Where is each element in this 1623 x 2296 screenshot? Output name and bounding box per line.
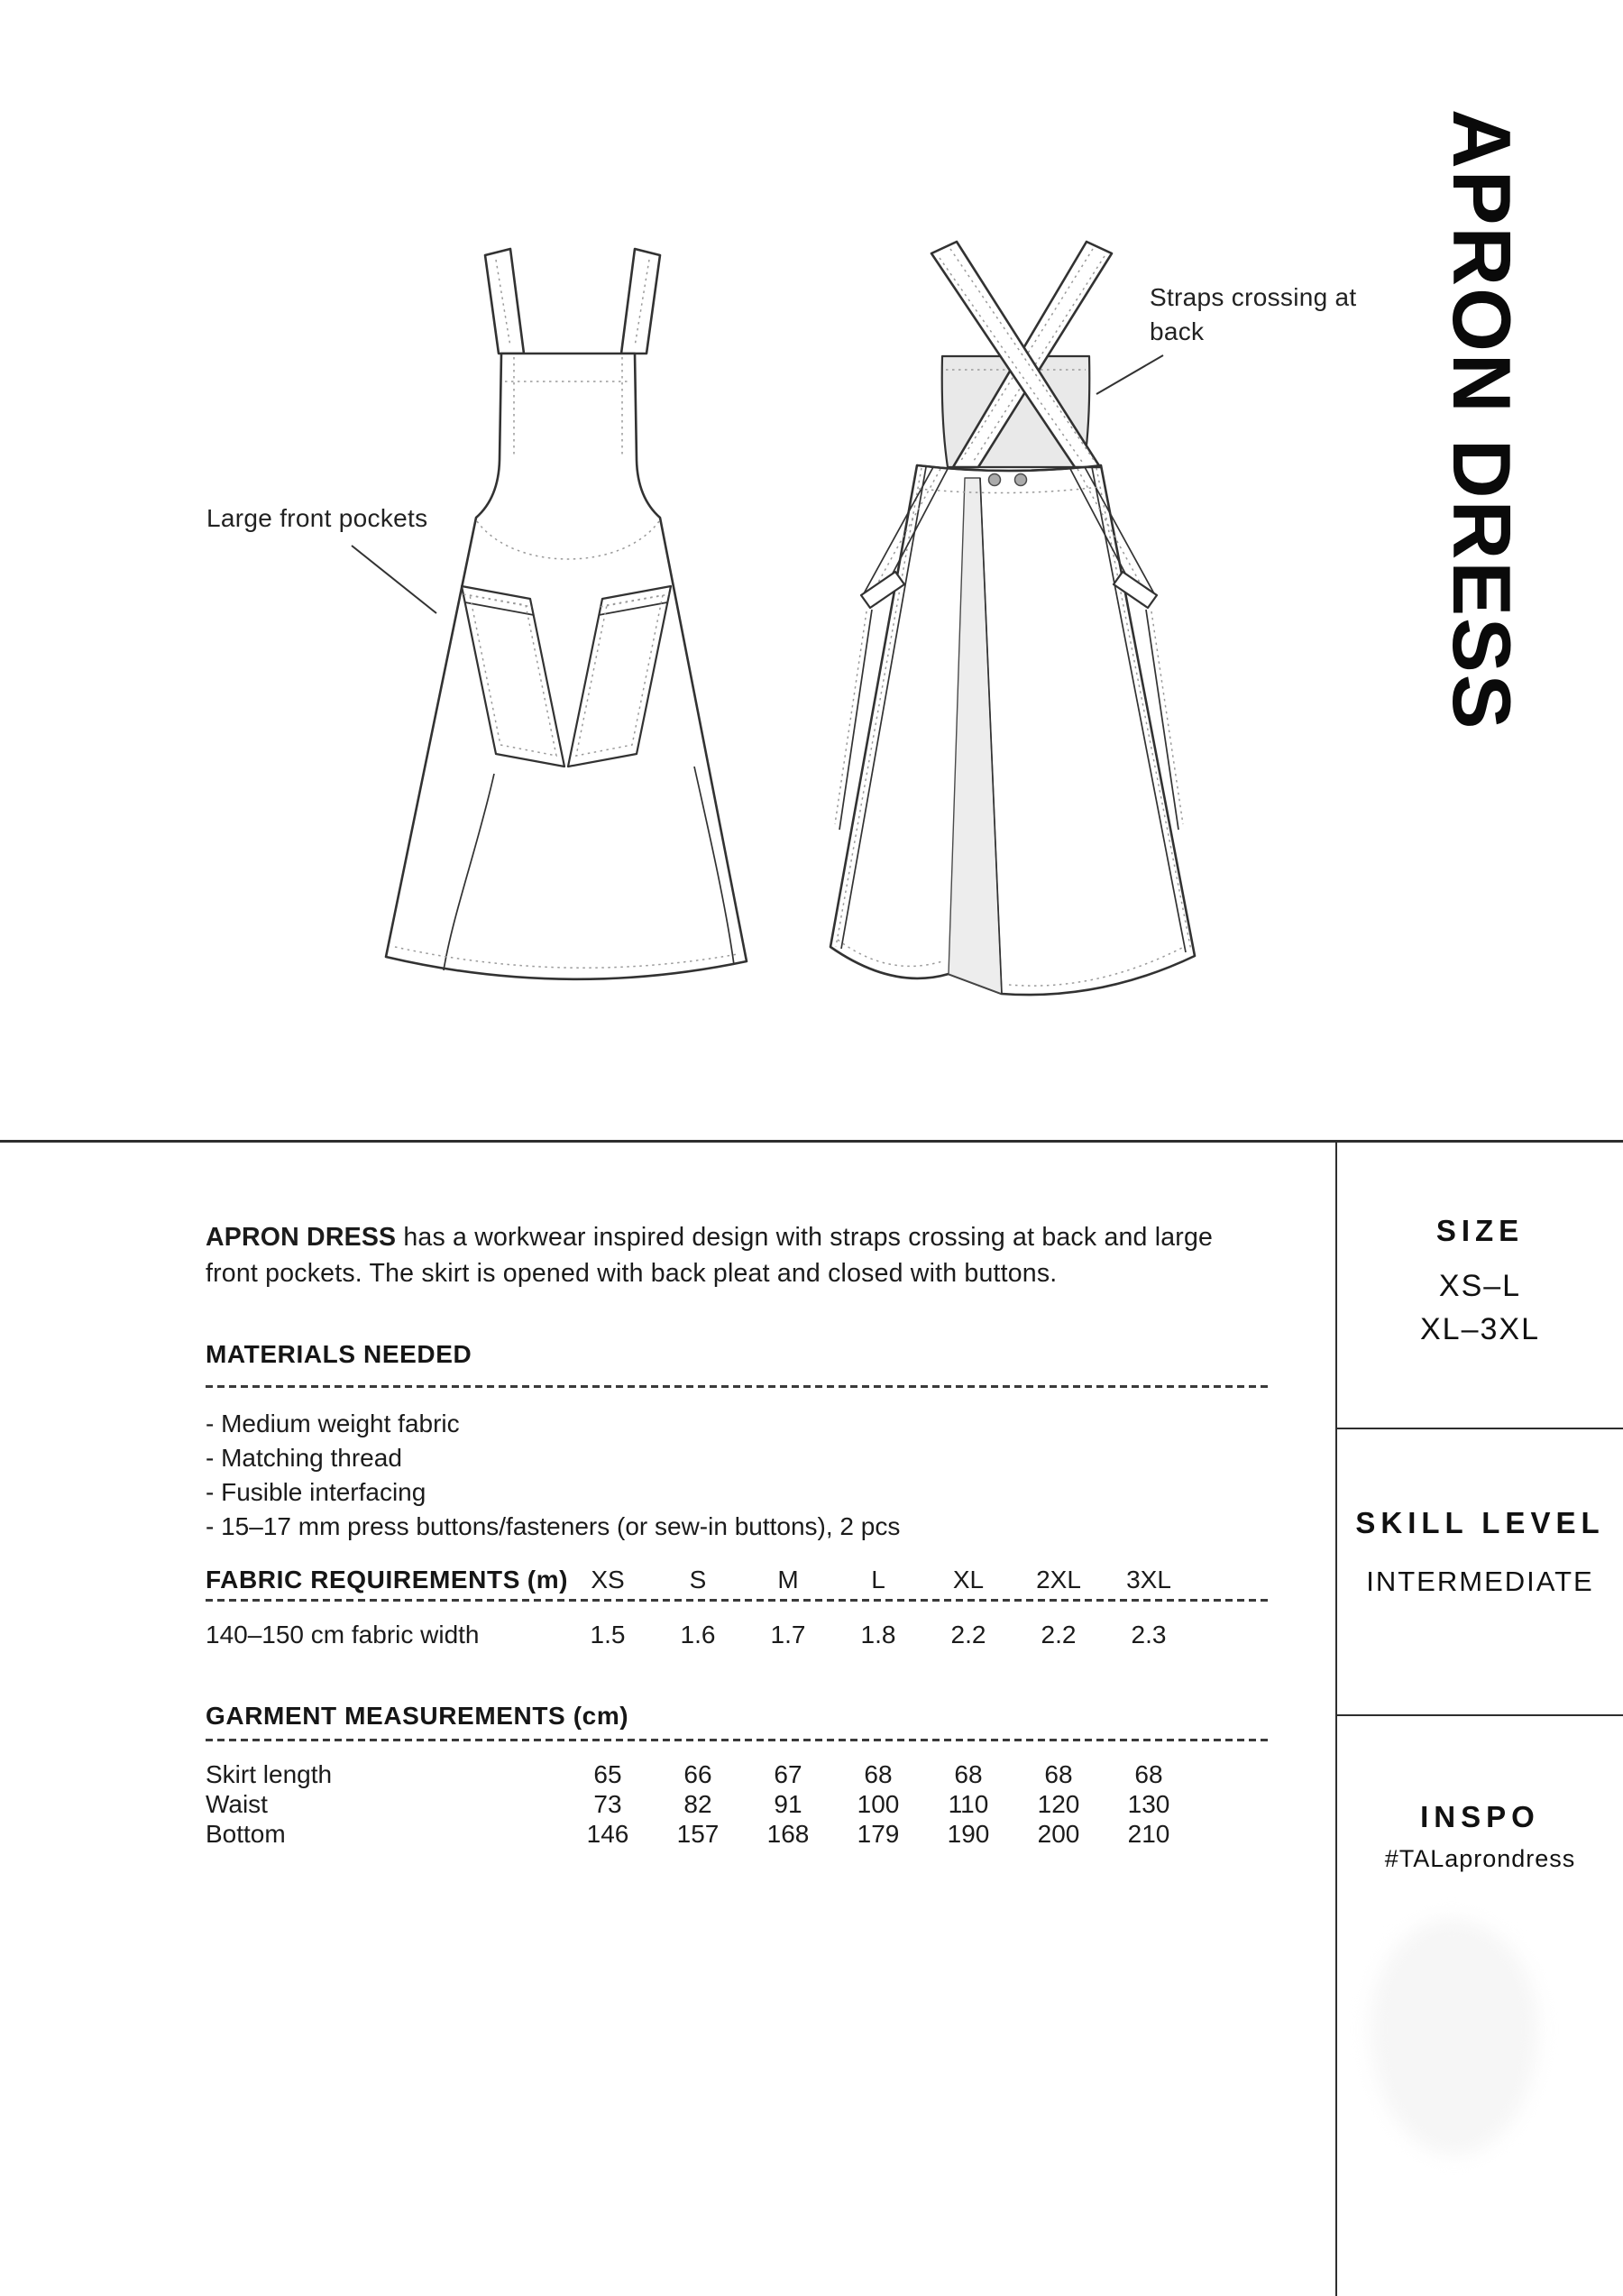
row-label: 140–150 cm fabric width — [206, 1621, 480, 1649]
cell-value: 1.7 — [770, 1621, 806, 1649]
list-item: - Medium weight fabric — [206, 1410, 460, 1437]
dashed-rule-materials — [206, 1385, 1268, 1388]
table-row — [206, 1790, 1239, 1819]
size-column-header: L — [871, 1566, 885, 1593]
cell-value: 2.2 — [1041, 1621, 1077, 1649]
cell-value: 66 — [683, 1760, 712, 1788]
cell-value: 120 — [1037, 1790, 1080, 1818]
description-bold-lead: APRON DRESS — [206, 1223, 397, 1252]
inspo-heading: INSPO — [1420, 1800, 1540, 1833]
cell-value: 68 — [1044, 1760, 1073, 1788]
size-column-header: 3XL — [1126, 1566, 1171, 1593]
cell-value: 68 — [954, 1760, 983, 1788]
cell-value: 210 — [1127, 1820, 1170, 1848]
garment-measurements-heading: GARMENT MEASUREMENTS (cm) — [206, 1702, 629, 1730]
skill-level-value: INTERMEDIATE — [1366, 1566, 1594, 1597]
materials-list — [206, 1407, 900, 1544]
size-range: XL–3XL — [1420, 1312, 1540, 1346]
cell-value: 68 — [864, 1760, 893, 1788]
page-title-vertical: APRON DRESS — [1435, 109, 1527, 731]
cell-value: 100 — [857, 1790, 900, 1818]
size-heading: SIZE — [1435, 1214, 1525, 1247]
row-label: Bottom — [206, 1820, 286, 1848]
size-column-header: 2XL — [1036, 1566, 1081, 1593]
cell-value: 200 — [1037, 1820, 1080, 1848]
size-column-header: XS — [591, 1566, 625, 1593]
size-column-header: S — [689, 1566, 707, 1593]
sidebar-divider — [1337, 1428, 1623, 1429]
fabric-requirements-heading: FABRIC REQUIREMENTS (m) — [206, 1566, 569, 1593]
back-straps-label: Straps crossing at back — [1150, 283, 1357, 345]
skill-level-heading: SKILL LEVEL — [1355, 1506, 1605, 1539]
row-label: Skirt length — [206, 1760, 333, 1788]
cell-value: 130 — [1127, 1790, 1170, 1818]
size-column-header: XL — [952, 1566, 985, 1593]
cell-value: 1.6 — [680, 1621, 716, 1649]
list-item: - 15–17 mm press buttons/fasteners (or sew-in buttons), 2 pcs — [206, 1512, 901, 1540]
cell-value: 68 — [1134, 1760, 1163, 1788]
cell-value: 110 — [948, 1790, 989, 1818]
cell-value: 168 — [766, 1820, 810, 1848]
dashed-rule-garment — [206, 1739, 1268, 1741]
cell-value: 2.3 — [1131, 1621, 1167, 1649]
cell-value: 2.2 — [950, 1621, 986, 1649]
cell-value: 1.8 — [860, 1621, 896, 1649]
row-label: Waist — [206, 1790, 268, 1818]
fabric-requirements-header-row — [206, 1566, 1239, 1594]
cell-value: 190 — [947, 1820, 990, 1848]
dashed-rule-fabric — [206, 1599, 1268, 1602]
leader-lines — [0, 0, 1623, 1145]
front-pockets-label: Large front pockets — [206, 504, 428, 532]
size-column-header: M — [777, 1566, 799, 1593]
cell-value: 65 — [593, 1760, 622, 1788]
table-row — [206, 1820, 1239, 1849]
table-row — [206, 1760, 1239, 1789]
inspo-hashtag: #TALaprondress — [1384, 1845, 1576, 1872]
cell-value: 179 — [857, 1820, 900, 1848]
cell-value: 1.5 — [590, 1621, 626, 1649]
list-item: - Fusible interfacing — [206, 1478, 426, 1506]
list-item: - Matching thread — [206, 1444, 402, 1472]
horizontal-divider — [0, 1140, 1623, 1143]
cell-value: 91 — [774, 1790, 802, 1818]
size-range: XS–L — [1438, 1269, 1522, 1303]
sidebar-divider — [1337, 1714, 1623, 1716]
cell-value: 67 — [774, 1760, 802, 1788]
cell-value: 157 — [676, 1820, 720, 1848]
cell-value: 146 — [586, 1820, 629, 1848]
description-paragraph — [206, 1219, 1252, 1291]
cell-value: 82 — [683, 1790, 712, 1818]
watermark-blob — [1371, 1919, 1538, 2155]
table-row — [206, 1621, 1239, 1649]
cell-value: 73 — [593, 1790, 622, 1818]
description-text: has a workwear inspired design with straps crossing at back and large front pockets. The skirt is opened with back pleat and closed with buttons. — [206, 1223, 1214, 1288]
materials-heading: MATERIALS NEEDED — [206, 1340, 472, 1368]
